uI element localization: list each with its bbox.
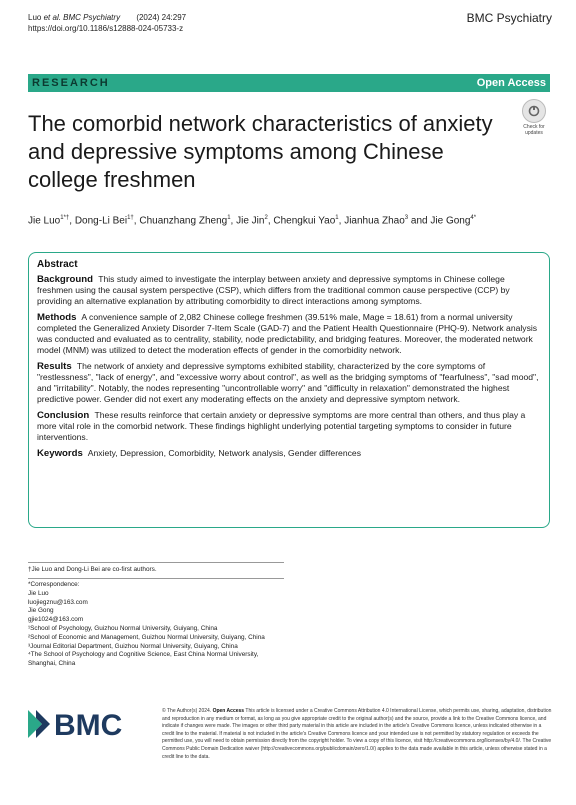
author-affiliation: 1 (335, 215, 339, 221)
keywords-text: Anxiety, Depression, Comorbidity, Network analysis, Gender differences (87, 448, 361, 458)
check-for-updates-button[interactable] (519, 99, 549, 136)
author-affiliation: 4* (470, 215, 477, 221)
author-affiliation: 2 (264, 215, 268, 221)
background-label: Background (37, 274, 93, 285)
author-name: Jianhua Zhao (344, 215, 405, 227)
keywords-label: Keywords (37, 448, 83, 459)
correspondent-1-name: Jie Luo (28, 589, 49, 597)
open-access-label: Open Access (476, 77, 546, 89)
abstract-conclusion (37, 410, 541, 443)
author-name: Chuanzhang Zheng (139, 215, 228, 227)
author-name: Jie Luo (28, 215, 61, 227)
license-notice: © The Author(s) 2024. Open Access This article is licensed under a Creative Commons Attribution 4.0 International License, which permits use, sharing, adaptation, distribution and reproduction in any medium or format, as long as you give appropriate credit to the original author(s) and the source, provide a link to the Creative Commons licence, and indicate if changes were made. The images or other third party material in this article are included in the article's Creative Commons licence, unless indicated otherwise in a credit line to the material. If material is not included in the article's Creative Commons licence and your intended use is not permitted by statutory regulation or exceeds the permitted use, you will need to obtain permission directly from the copyright holder. To view a copy of this licence, visit http://creativecommons.org/licenses/by/4.0/. The Creative Commons Public Domain Dedication waiver (http://creativecommons.org/publicdomain/zero/1.0/) applies to the data made available in this article, unless otherwise stated in a credit line to the data. (162, 708, 552, 760)
check-updates-icon (522, 99, 546, 123)
doi-link[interactable]: https://doi.org/10.1186/s12888-024-05733-z (28, 24, 184, 33)
abstract-methods (37, 312, 541, 356)
affiliation-2: ²School of Economic and Management, Guizhou Normal University, Guiyang, China (28, 633, 265, 641)
correspondence-label: *Correspondence: (28, 581, 80, 588)
author-name: Jie Jin (236, 215, 265, 227)
background-text: This study aimed to investigate the interplay between anxiety and depressive symptoms in Chinese college freshmen using the causal system perspective (CSP), which differs from the traditional common cause perspective (CCP) by providing an alternative explanation by attributing comorbidity to direct interactions among symptoms. (37, 274, 510, 306)
check-updates-label: Check for updates (523, 124, 545, 136)
journal-name: BMC Psychiatry (466, 11, 552, 25)
license-text: This article is licensed under a Creative Commons Attribution 4.0 International License, which permits use, sharing, adaptation, distribution and reproduction in any medium or format, as long as you give appropriate credit to the original author(s) and the source, provide a link to the Creative Commons licence, and indicate if changes were made. The images or other third party material in this article are included in the article's Creative Commons licence, unless indicated otherwise in a credit line to the material. If material is not included in the article's Creative Commons licence and your intended use is not permitted by statutory regulation or exceeds the permitted use, you will need to obtain permission directly from the copyright holder. To view a copy of this licence, visit http://creativecommons.org/licenses/by/4.0/. The Creative Commons Public Domain Dedication waiver (http://creativecommons.org/publicdomain/zero/1.0/) applies to the data made available in this article, unless otherwise stated in a credit line to the data. (162, 708, 552, 760)
citation-year: (2024) 24:297 (136, 13, 187, 22)
author-name: Dong-Li Bei (74, 215, 128, 227)
cofirst-note: †Jie Luo and Dong-Li Bei are co-first authors. (28, 566, 157, 573)
correspondence-block (28, 581, 284, 669)
citation-line (28, 12, 186, 24)
article-title: The comorbid network characteristics of anxiety and depressive symptoms among Chinese college freshmen (28, 111, 493, 192)
citation-etal: et al. (43, 13, 61, 22)
author-affiliation: 1 (227, 215, 231, 221)
affiliation-1: ¹School of Psychology, Guizhou Normal University, Guiyang, China (28, 624, 218, 632)
methods-label: Methods (37, 312, 77, 323)
abstract-results (37, 361, 541, 405)
article-type-label: RESEARCH (32, 77, 110, 89)
affiliation-3: ³Journal Editorial Department, Guizhou Normal University, Guiyang, China (28, 642, 238, 650)
abstract-heading: Abstract (37, 259, 78, 270)
results-text: The network of anxiety and depressive symptoms exhibited stability, characterized by the core symptoms of "restlessness", "lack of energy", and "excessive worry about control", as well as the bridging symptoms of "fearfulness", "sad mood", and "irritability". Notably, the nodes representing "uncontrollable worry" and "difficulty in relaxation" demonstrated the highest predictive power. Gender did not exert any moderating effects on the anxiety and depressive symptom network. (37, 361, 539, 404)
author-affiliation: 1*† (60, 215, 70, 221)
abstract-background (37, 274, 541, 307)
bmc-logo (28, 708, 148, 740)
footnote-divider-2 (28, 578, 284, 579)
license-open-access: Open Access (212, 708, 245, 714)
citation-journal: BMC Psychiatry (63, 13, 121, 22)
conclusion-text: These results reinforce that certain anxiety or depressive symptoms are more central than others, and thus play a more vital role in the comorbid network. These findings highlight underlying potential targeting symptoms to consider in future interventions. (37, 410, 526, 442)
correspondent-1-email[interactable]: luojiegznu@163.com (28, 598, 88, 606)
author-affiliation: 3 (404, 215, 409, 221)
abstract-box (28, 252, 550, 528)
article-type-banner (28, 74, 550, 92)
citation-authors: Luo (28, 13, 42, 22)
methods-text: A convenience sample of 2,082 Chinese college freshmen (39.51% male, Mage = 18.61) from a normal university completed the Generalized Anxiety Disorder 7-Item Scale (GAD-7) and the Patient Health Questionnaire (PHQ-9). Network analysis was conducted and evaluated as to centrality, stability, node predictability, and bridging features. Moreover, the moderated network model (MNM) was utilized to detect the moderation effects of gender in the comorbidity network. (37, 312, 538, 355)
author-list: Jie Luo$^{1*\dagger}$, Dong-Li Bei$^{1\dagger}$, Chuanzhang Zheng$^1$, Jie Jin$^2$, Chengkui Yao$^1$, Jianhua Zhao$^3$ and Jie Gong$^{4*}$ (28, 215, 477, 227)
author-name: Jie Gong (430, 215, 471, 227)
results-label: Results (37, 361, 72, 372)
correspondent-2-name: Jie Gong (28, 607, 54, 615)
affiliation-4: ⁴The School of Psychology and Cognitive Science, East China Normal University, Shanghai, China (28, 651, 259, 668)
abstract-keywords (37, 448, 541, 459)
author-affiliation: 1† (127, 215, 134, 221)
conclusion-label: Conclusion (37, 410, 90, 421)
author-name: Chengkui Yao (273, 215, 336, 227)
footnote-divider (28, 562, 284, 563)
correspondent-2-email[interactable]: gjie1024@163.com (28, 616, 84, 624)
bmc-logo-text: BMC (54, 709, 123, 740)
